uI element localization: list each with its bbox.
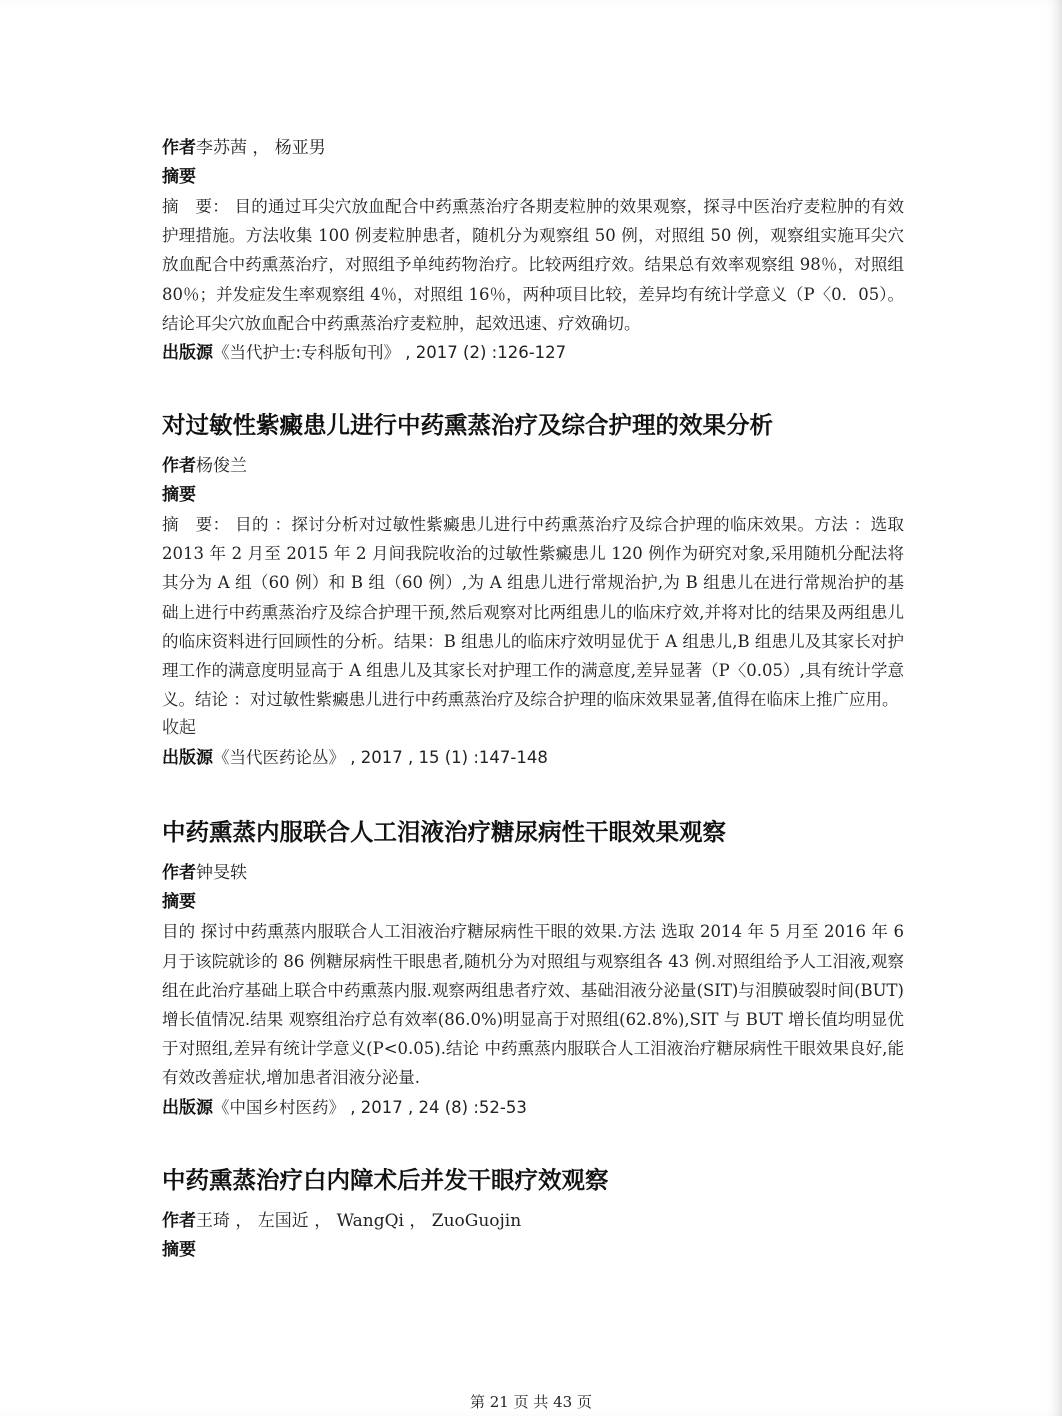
author-line (162, 1207, 904, 1236)
record-1 (162, 134, 904, 368)
source-line (162, 1093, 904, 1123)
author-label: 作者 (162, 863, 196, 884)
author-names: 钟旻轶 (196, 863, 247, 884)
article-title[interactable]: 中药熏蒸内服联合人工泪液治疗糖尿病性干眼效果观察 (162, 818, 726, 847)
abstract-label-line (162, 163, 904, 192)
abstract-label-line (162, 1236, 904, 1265)
abstract-label: 摘要 (162, 485, 196, 506)
abstract-label-line (162, 888, 904, 917)
source-text: 《当代护士:专科版旬刊》 , 2017 (2) :126-127 (213, 343, 567, 363)
abstract-text: 摘 要： 目的 ：探讨分析对过敏性紫癜患儿进行中药熏蒸治疗及综合护理的临床效果。方法 ：选取 2013 年 2 月至 2015 年 2 月间我院收治的过敏性紫癜患儿 120 例作为研究对象,采用随机分配法将其分为 A 组（60 例）和 B 组（60 例）,为 A 组患儿进行常规治护,为 B 组患儿在进行常规治护的基础上进行中药熏蒸治疗及综合护理干预,然后观察对比两组患儿的临床疗效,并将对比的结果及两组患儿的临床资料进行回顾性的分析。结果：B 组患儿的临床疗效明显优于 A 组患儿,B 组患儿及其家长对护理工作的满意度明显高于 A 组患儿及其家长对护理工作的满意度,差异显著（P〈0.05）,具有统计学意义。结论 ：对过敏性紫癜患儿进行中药熏蒸治疗及综合护理的临床效果显著,值得在临床上推广应用。 (162, 515, 905, 710)
abstract-text: 摘 要： 目的通过耳尖穴放血配合中药熏蒸治疗各期麦粒肿的效果观察，探寻中医治疗麦粒肿的有效护理措施。方法收集 100 例麦粒肿患者，随机分为观察组 50 例，对照组 50 例，观察组实施耳尖穴放血配合中药熏蒸治疗，对照组予单纯药物治疗。比较两组疗效。结果总有效率观察组 98％，对照组 80％；并发症发生率观察组 4％，对照组 16％，两种项目比较，差异均有统计学意义（P〈0．05）。结论耳尖穴放血配合中药熏蒸治疗麦粒肿，起效迅速、疗效确切。 (162, 197, 904, 333)
author-names: 王琦 ， 左国近 ， WangQi ， ZuoGuojin (196, 1210, 522, 1231)
source-label: 出版源 (162, 343, 213, 364)
source-text: 《中国乡村医药》 , 2017 , 24 (8) :52-53 (213, 1097, 527, 1117)
source-label: 出版源 (162, 748, 213, 769)
source-label: 出版源 (162, 1097, 213, 1118)
article-title[interactable]: 中药熏蒸治疗白内障术后并发干眼疗效观察 (162, 1165, 609, 1194)
abstract-label: 摘要 (162, 167, 196, 187)
page-number: 第 21 页 共 43 页 (469, 1393, 592, 1411)
abstract-label: 摘要 (162, 892, 196, 913)
document-content (162, 134, 904, 1265)
author-names: 李苏茜 ， 杨亚男 (196, 138, 326, 158)
article-title[interactable]: 对过敏性紫癜患儿进行中药熏蒸治疗及综合护理的效果分析 (162, 411, 773, 440)
author-line (162, 134, 904, 163)
source-line (162, 743, 904, 773)
author-label: 作者 (162, 138, 196, 158)
source-line (162, 338, 904, 368)
source-text: 《当代医药论丛》 , 2017 , 15 (1) :147-148 (213, 748, 548, 768)
abstract-text: 目的 探讨中药熏蒸内服联合人工泪液治疗糖尿病性干眼的效果.方法 选取 2014 年 5 月至 2016 年 6 月于该院就诊的 86 例糖尿病性干眼患者,随机分为对照组与观察组各 43 例.对照组给予人工泪液,观察组在此治疗基础上联合中药熏蒸内服.观察两组患者疗效、基础泪液分泌量(SIT)与泪膜破裂时间(BUT)增长值情况.结果 观察组治疗总有效率(86.0%)明显高于对照组(62.8%),SIT 与 BUT 增长值均明显优于对照组,差异有统计学意义(P<0.05).结论 中药熏蒸内服联合人工泪液治疗糖尿病性干眼效果良好,能有效改善症状,增加患者泪液分泌量. (162, 922, 904, 1088)
collapse-link[interactable]: 收起 (162, 718, 196, 739)
author-line (162, 452, 904, 481)
author-label: 作者 (162, 456, 196, 477)
record-3 (162, 815, 904, 1122)
record-2 (162, 408, 904, 773)
record-4 (162, 1163, 904, 1265)
author-label: 作者 (162, 1210, 196, 1231)
author-names: 杨俊兰 (196, 456, 247, 477)
abstract-label: 摘要 (162, 1239, 196, 1260)
author-line (162, 859, 904, 888)
abstract-label-line (162, 481, 904, 510)
